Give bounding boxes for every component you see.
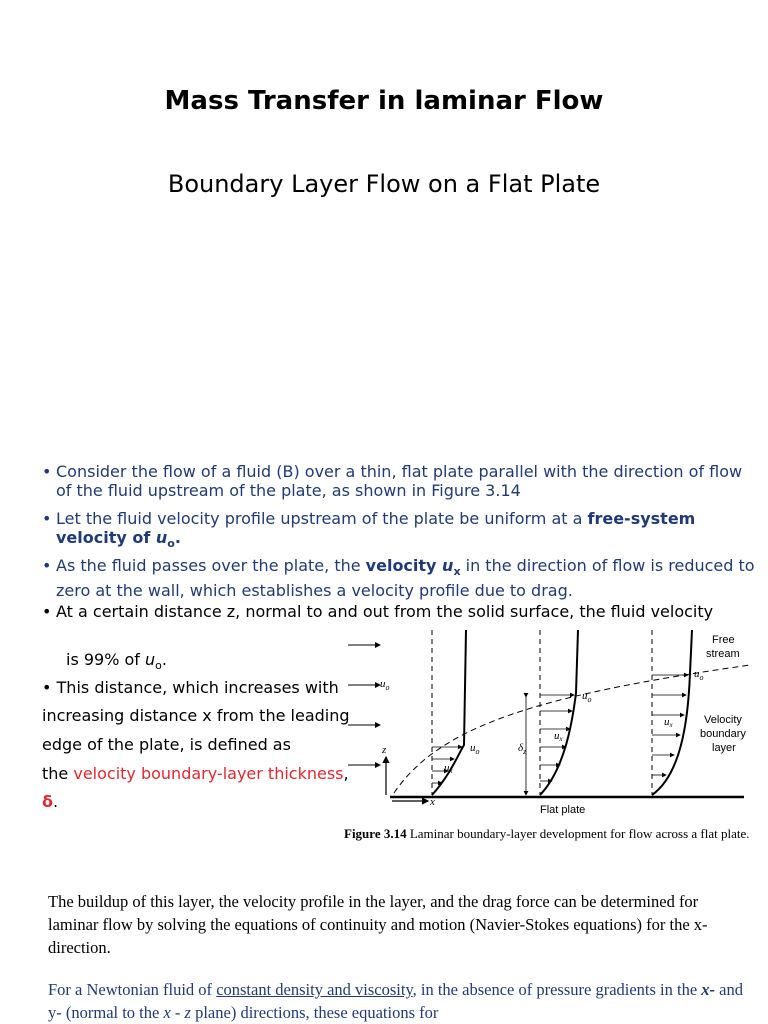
u-o-label-2: $u_o$	[582, 690, 592, 704]
velocity-bl-label: layer	[712, 742, 736, 754]
u-x-label-2: ux	[554, 730, 563, 743]
bullet-4-text: At a certain distance z, normal to and out from the solid surface, the fluid velocity	[56, 602, 714, 621]
bullet-3-text: As the fluid passes over the plate, the velocity $u_x$ in the direction of flow is reduced to zero at the wall, which establishes a velocity profile due to drag.	[56, 556, 755, 601]
z-label: z	[382, 744, 387, 756]
page-subtitle: Boundary Layer Flow on a Flat Plate	[167, 170, 601, 198]
bullet-dot: •	[42, 462, 52, 481]
figure-caption: Figure 3.14 Laminar boundary-layer development for flow across a flat plate.	[344, 826, 750, 841]
continuation-line-2: • This distance, which increases with	[42, 678, 339, 697]
u-o-label-upstream: $u_o$	[380, 678, 390, 692]
station-3-profile	[652, 630, 692, 795]
paragraph-1: The buildup of this layer, the velocity profile in the layer, and the drag force can be determined for laminar flow by solving the equations of continuity and motion (Navier-Stokes equations) for the x-direction.	[48, 892, 708, 957]
u-o-label-3: $u_o$	[694, 668, 704, 682]
u-o-label-1: $u_o$	[470, 742, 480, 756]
bullet-4	[42, 602, 742, 621]
u-x-label-3: ux	[664, 716, 673, 729]
continuation-line-4: edge of the plate, is defined as	[42, 735, 291, 754]
continuation-line-3: increasing distance x from the leading	[42, 706, 350, 725]
bullet-dot: •	[42, 556, 52, 575]
bullet-2	[42, 509, 762, 553]
continuation-line-5: the velocity boundary-layer thickness,	[42, 764, 349, 783]
velocity-bl-label: Velocity	[704, 714, 742, 726]
free-stream-label: Free	[712, 634, 735, 646]
page-title: Mass Transfer in laminar Flow	[164, 86, 604, 116]
u-x-label-1: ux	[444, 762, 453, 775]
velocity-bl-label: boundary	[700, 728, 746, 740]
station-2-profile	[540, 630, 578, 795]
paragraph-2: For a Newtonian fluid of constant density and viscosity, in the absence of pressure gradients in the x- and y- (normal to the x - z plane) directions, these equations for	[48, 980, 743, 1022]
continuation-line-6: δ.	[42, 792, 59, 811]
bullet-1-text: Consider the flow of a fluid (B) over a thin, flat plate parallel with the direction of flow of the fluid upstream of the plate, as shown in Figure 3.14	[56, 462, 743, 500]
bullet-dot: •	[42, 602, 52, 621]
free-stream-label: stream	[706, 648, 740, 660]
bullet-1	[42, 462, 762, 500]
bullet-2-text: Let the fluid velocity profile upstream of the plate be uniform at a free-system velocity of $u_o$.	[56, 509, 696, 551]
bullet-3	[42, 556, 762, 600]
continuation-line-1: is 99% of $u_o$.	[66, 650, 167, 673]
x-label: x	[430, 796, 435, 808]
flat-plate-label: Flat plate	[540, 804, 586, 816]
delta-label: $\delta_z$	[518, 742, 527, 756]
bullet-dot: •	[42, 509, 52, 528]
